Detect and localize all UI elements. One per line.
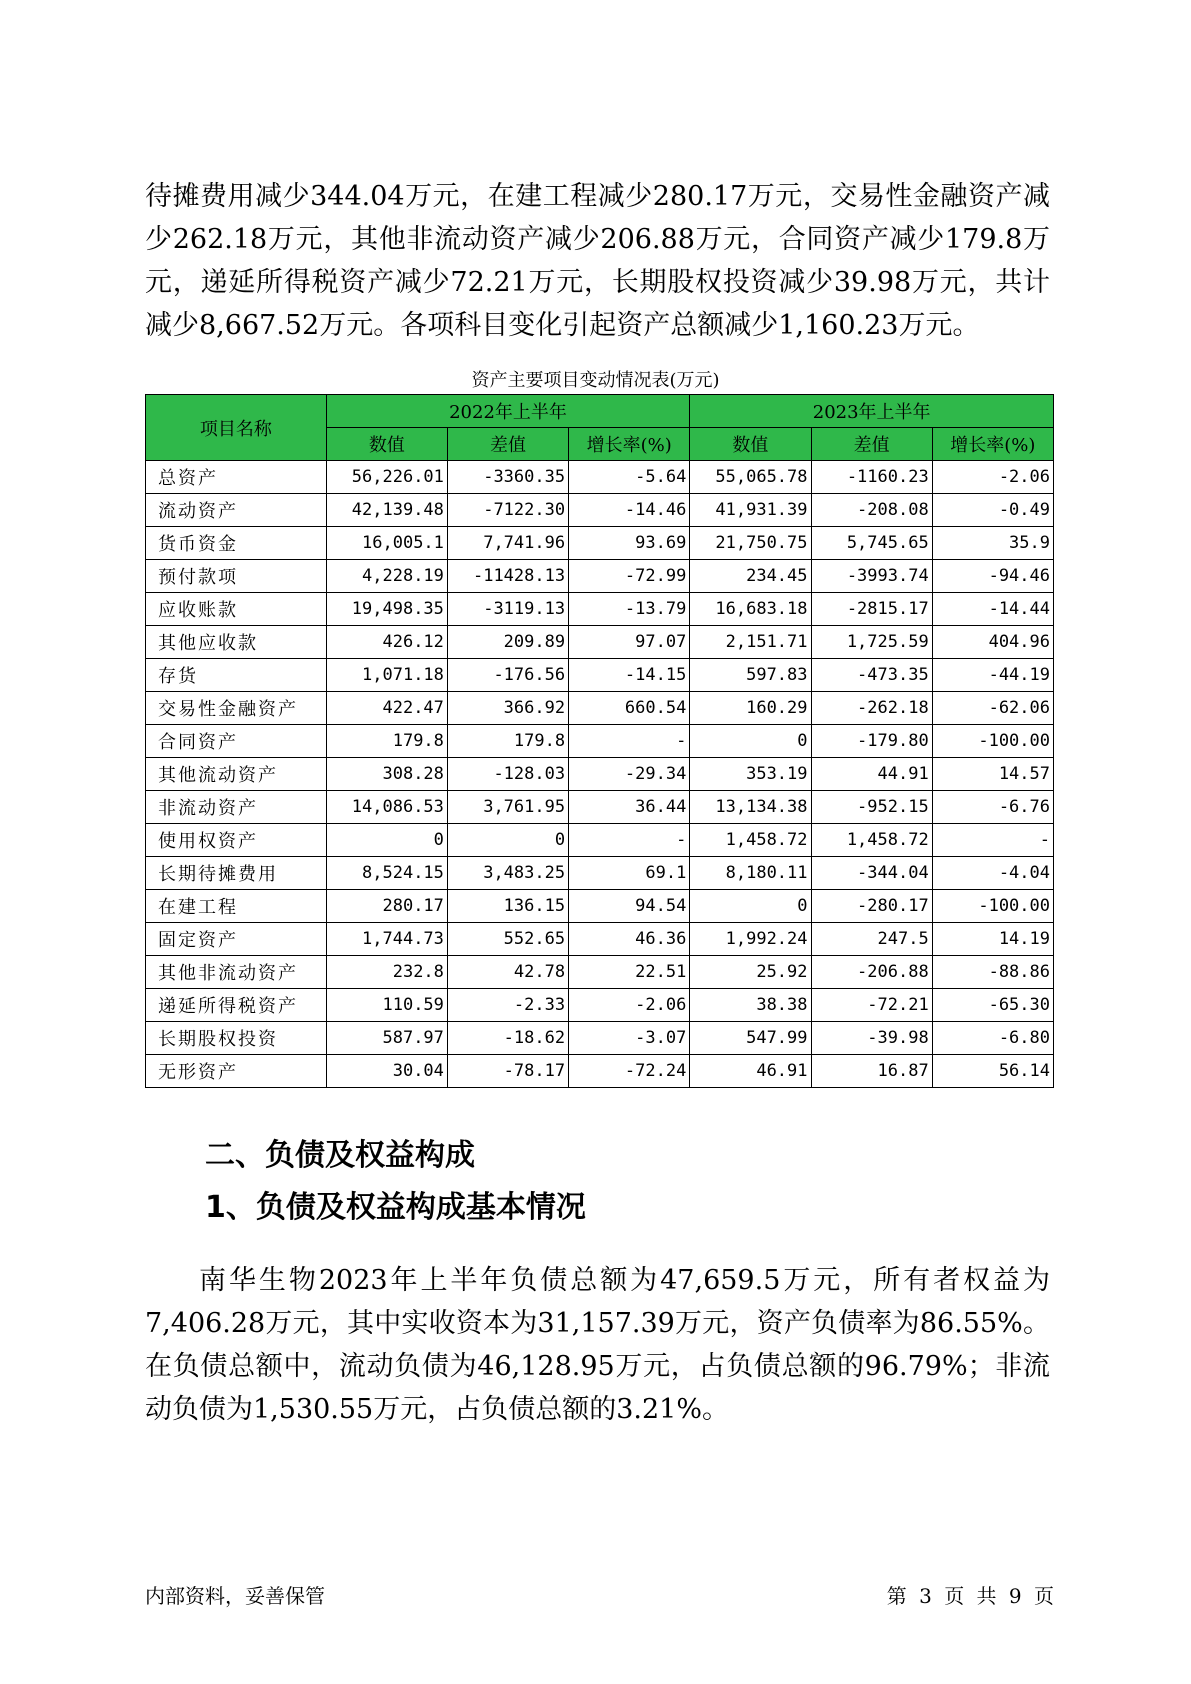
row-cell-value: 56,226.01 bbox=[326, 461, 447, 494]
row-cell-value: -72.24 bbox=[569, 1055, 690, 1088]
row-cell-value: -62.06 bbox=[932, 692, 1053, 725]
row-cell-value: 7,741.96 bbox=[447, 527, 568, 560]
row-item-name: 无形资产 bbox=[146, 1055, 327, 1088]
row-item-name: 其他流动资产 bbox=[146, 758, 327, 791]
row-cell-value: -0.49 bbox=[932, 494, 1053, 527]
row-cell-value: 0 bbox=[690, 890, 811, 923]
row-cell-value: 44.91 bbox=[811, 758, 932, 791]
row-cell-value: 136.15 bbox=[447, 890, 568, 923]
row-cell-value: 5,745.65 bbox=[811, 527, 932, 560]
row-cell-value: -14.46 bbox=[569, 494, 690, 527]
row-cell-value: 42,139.48 bbox=[326, 494, 447, 527]
row-cell-value: -2815.17 bbox=[811, 593, 932, 626]
row-cell-value: -13.79 bbox=[569, 593, 690, 626]
row-cell-value: -39.98 bbox=[811, 1022, 932, 1055]
row-cell-value: -7122.30 bbox=[447, 494, 568, 527]
row-cell-value: 160.29 bbox=[690, 692, 811, 725]
row-item-name: 非流动资产 bbox=[146, 791, 327, 824]
row-cell-value: -952.15 bbox=[811, 791, 932, 824]
subsection-heading: 1、负债及权益构成基本情况 bbox=[205, 1190, 586, 1225]
row-cell-value: 232.8 bbox=[326, 956, 447, 989]
row-cell-value: 16,005.1 bbox=[326, 527, 447, 560]
table-header-row-periods bbox=[146, 395, 1054, 428]
header-growth-2022: 增长率(%) bbox=[569, 428, 690, 461]
row-cell-value: -2.06 bbox=[932, 461, 1053, 494]
row-cell-value: -344.04 bbox=[811, 857, 932, 890]
row-cell-value: 22.51 bbox=[569, 956, 690, 989]
row-cell-value: -3.07 bbox=[569, 1022, 690, 1055]
row-cell-value: 247.5 bbox=[811, 923, 932, 956]
row-cell-value: 179.8 bbox=[447, 725, 568, 758]
row-cell-value: 93.69 bbox=[569, 527, 690, 560]
row-item-name: 合同资产 bbox=[146, 725, 327, 758]
section-heading: 二、负债及权益构成 bbox=[205, 1138, 475, 1173]
row-cell-value: 1,458.72 bbox=[690, 824, 811, 857]
row-cell-value: 587.97 bbox=[326, 1022, 447, 1055]
row-cell-value: 234.45 bbox=[690, 560, 811, 593]
table-row bbox=[146, 461, 1054, 494]
row-item-name: 流动资产 bbox=[146, 494, 327, 527]
table-row bbox=[146, 791, 1054, 824]
row-cell-value: 69.1 bbox=[569, 857, 690, 890]
row-item-name: 预付款项 bbox=[146, 560, 327, 593]
footer-confidential: 内部资料，妥善保管 bbox=[145, 1584, 325, 1608]
table-row bbox=[146, 593, 1054, 626]
row-cell-value: 552.65 bbox=[447, 923, 568, 956]
row-cell-value: 13,134.38 bbox=[690, 791, 811, 824]
row-cell-value: 426.12 bbox=[326, 626, 447, 659]
header-growth-2023: 增长率(%) bbox=[932, 428, 1053, 461]
row-cell-value: -128.03 bbox=[447, 758, 568, 791]
row-cell-value: -72.21 bbox=[811, 989, 932, 1022]
row-cell-value: -18.62 bbox=[447, 1022, 568, 1055]
row-cell-value: 422.47 bbox=[326, 692, 447, 725]
row-cell-value: -5.64 bbox=[569, 461, 690, 494]
row-cell-value: 1,458.72 bbox=[811, 824, 932, 857]
asset-change-table bbox=[145, 394, 1054, 1088]
row-item-name: 交易性金融资产 bbox=[146, 692, 327, 725]
table-row bbox=[146, 1055, 1054, 1088]
row-cell-value: 404.96 bbox=[932, 626, 1053, 659]
row-item-name: 固定资产 bbox=[146, 923, 327, 956]
row-cell-value: -2.06 bbox=[569, 989, 690, 1022]
table-row bbox=[146, 725, 1054, 758]
row-cell-value: -29.34 bbox=[569, 758, 690, 791]
row-cell-value: 55,065.78 bbox=[690, 461, 811, 494]
row-cell-value: 42.78 bbox=[447, 956, 568, 989]
row-cell-value: -65.30 bbox=[932, 989, 1053, 1022]
row-cell-value: 0 bbox=[447, 824, 568, 857]
row-cell-value: -44.19 bbox=[932, 659, 1053, 692]
row-item-name: 货币资金 bbox=[146, 527, 327, 560]
row-cell-value: 41,931.39 bbox=[690, 494, 811, 527]
row-cell-value: -14.44 bbox=[932, 593, 1053, 626]
row-cell-value: 110.59 bbox=[326, 989, 447, 1022]
row-cell-value: -262.18 bbox=[811, 692, 932, 725]
table-row bbox=[146, 857, 1054, 890]
row-cell-value: 46.91 bbox=[690, 1055, 811, 1088]
row-cell-value: 94.54 bbox=[569, 890, 690, 923]
table-body bbox=[146, 461, 1054, 1088]
row-item-name: 存货 bbox=[146, 659, 327, 692]
row-cell-value: -208.08 bbox=[811, 494, 932, 527]
row-cell-value: 1,071.18 bbox=[326, 659, 447, 692]
table-row bbox=[146, 494, 1054, 527]
table-caption: 资产主要项目变动情况表(万元) bbox=[471, 370, 720, 391]
row-item-name: 应收账款 bbox=[146, 593, 327, 626]
row-cell-value: 21,750.75 bbox=[690, 527, 811, 560]
header-value-2023: 数值 bbox=[690, 428, 811, 461]
row-cell-value: - bbox=[569, 725, 690, 758]
row-cell-value: -88.86 bbox=[932, 956, 1053, 989]
header-item-name: 项目名称 bbox=[146, 395, 327, 461]
table-row bbox=[146, 527, 1054, 560]
row-cell-value: 36.44 bbox=[569, 791, 690, 824]
row-cell-value: 0 bbox=[326, 824, 447, 857]
row-cell-value: 597.83 bbox=[690, 659, 811, 692]
row-cell-value: -94.46 bbox=[932, 560, 1053, 593]
row-cell-value: -2.33 bbox=[447, 989, 568, 1022]
row-cell-value: -100.00 bbox=[932, 725, 1053, 758]
table-row bbox=[146, 659, 1054, 692]
row-cell-value: -11428.13 bbox=[447, 560, 568, 593]
footer-page-number: 第 3 页 共 9 页 bbox=[886, 1584, 1054, 1608]
table-row bbox=[146, 923, 1054, 956]
header-diff-2022: 差值 bbox=[447, 428, 568, 461]
header-period-2022: 2022年上半年 bbox=[326, 395, 690, 428]
row-cell-value: 56.14 bbox=[932, 1055, 1053, 1088]
row-cell-value: -473.35 bbox=[811, 659, 932, 692]
row-cell-value: 14.57 bbox=[932, 758, 1053, 791]
row-cell-value: -72.99 bbox=[569, 560, 690, 593]
row-cell-value: 8,524.15 bbox=[326, 857, 447, 890]
row-item-name: 在建工程 bbox=[146, 890, 327, 923]
row-cell-value: -100.00 bbox=[932, 890, 1053, 923]
row-cell-value: -179.80 bbox=[811, 725, 932, 758]
row-cell-value: 35.9 bbox=[932, 527, 1053, 560]
row-cell-value: 25.92 bbox=[690, 956, 811, 989]
row-cell-value: -280.17 bbox=[811, 890, 932, 923]
row-cell-value: -4.04 bbox=[932, 857, 1053, 890]
row-cell-value: -6.76 bbox=[932, 791, 1053, 824]
row-item-name: 递延所得税资产 bbox=[146, 989, 327, 1022]
row-cell-value: -6.80 bbox=[932, 1022, 1053, 1055]
row-cell-value: 4,228.19 bbox=[326, 560, 447, 593]
row-cell-value: -1160.23 bbox=[811, 461, 932, 494]
row-cell-value: -176.56 bbox=[447, 659, 568, 692]
row-cell-value: -14.15 bbox=[569, 659, 690, 692]
row-cell-value: 8,180.11 bbox=[690, 857, 811, 890]
row-cell-value: 209.89 bbox=[447, 626, 568, 659]
row-cell-value: 3,761.95 bbox=[447, 791, 568, 824]
row-cell-value: -3360.35 bbox=[447, 461, 568, 494]
header-value-2022: 数值 bbox=[326, 428, 447, 461]
row-item-name: 使用权资产 bbox=[146, 824, 327, 857]
row-cell-value: 46.36 bbox=[569, 923, 690, 956]
row-cell-value: 179.8 bbox=[326, 725, 447, 758]
row-cell-value: 14,086.53 bbox=[326, 791, 447, 824]
row-cell-value: - bbox=[569, 824, 690, 857]
row-cell-value: 660.54 bbox=[569, 692, 690, 725]
intro-paragraph: 待摊费用减少344.04万元，在建工程减少280.17万元，交易性金融资产减少262.18万元，其他非流动资产减少206.88万元，合同资产减少179.8万元，递延所得税资产减少72.21万元，长期股权投资减少39.98万元，共计减少8,667.52万元。各项科目变化引起资产总额减少1,160.23万元。 bbox=[145, 181, 1050, 341]
row-cell-value: 14.19 bbox=[932, 923, 1053, 956]
row-cell-value: - bbox=[932, 824, 1053, 857]
row-cell-value: 366.92 bbox=[447, 692, 568, 725]
row-cell-value: 19,498.35 bbox=[326, 593, 447, 626]
row-cell-value: 30.04 bbox=[326, 1055, 447, 1088]
table-row bbox=[146, 560, 1054, 593]
row-cell-value: -3119.13 bbox=[447, 593, 568, 626]
header-diff-2023: 差值 bbox=[811, 428, 932, 461]
row-cell-value: 353.19 bbox=[690, 758, 811, 791]
row-item-name: 其他非流动资产 bbox=[146, 956, 327, 989]
row-item-name: 总资产 bbox=[146, 461, 327, 494]
table-row bbox=[146, 824, 1054, 857]
table-row bbox=[146, 890, 1054, 923]
row-cell-value: 0 bbox=[690, 725, 811, 758]
header-period-2023: 2023年上半年 bbox=[690, 395, 1054, 428]
row-cell-value: 1,744.73 bbox=[326, 923, 447, 956]
row-cell-value: 280.17 bbox=[326, 890, 447, 923]
table-row bbox=[146, 758, 1054, 791]
row-cell-value: 1,992.24 bbox=[690, 923, 811, 956]
row-cell-value: 1,725.59 bbox=[811, 626, 932, 659]
row-cell-value: 16,683.18 bbox=[690, 593, 811, 626]
row-cell-value: 2,151.71 bbox=[690, 626, 811, 659]
row-cell-value: 3,483.25 bbox=[447, 857, 568, 890]
row-item-name: 其他应收款 bbox=[146, 626, 327, 659]
row-cell-value: -206.88 bbox=[811, 956, 932, 989]
row-item-name: 长期股权投资 bbox=[146, 1022, 327, 1055]
table-row bbox=[146, 692, 1054, 725]
table-row bbox=[146, 956, 1054, 989]
row-item-name: 长期待摊费用 bbox=[146, 857, 327, 890]
table-row bbox=[146, 626, 1054, 659]
row-cell-value: 38.38 bbox=[690, 989, 811, 1022]
row-cell-value: 16.87 bbox=[811, 1055, 932, 1088]
liability-paragraph: 南华生物2023年上半年负债总额为47,659.5万元，所有者权益为7,406.28万元，其中实收资本为31,157.39万元，资产负债率为86.55%。在负债总额中，流动负债为46,128.95万元，占负债总额的96.79%；非流动负债为1,530.55万元，占负债总额的3.21%。 bbox=[145, 1265, 1050, 1425]
row-cell-value: 308.28 bbox=[326, 758, 447, 791]
table-row bbox=[146, 989, 1054, 1022]
row-cell-value: 547.99 bbox=[690, 1022, 811, 1055]
row-cell-value: -3993.74 bbox=[811, 560, 932, 593]
row-cell-value: 97.07 bbox=[569, 626, 690, 659]
row-cell-value: -78.17 bbox=[447, 1055, 568, 1088]
table-row bbox=[146, 1022, 1054, 1055]
